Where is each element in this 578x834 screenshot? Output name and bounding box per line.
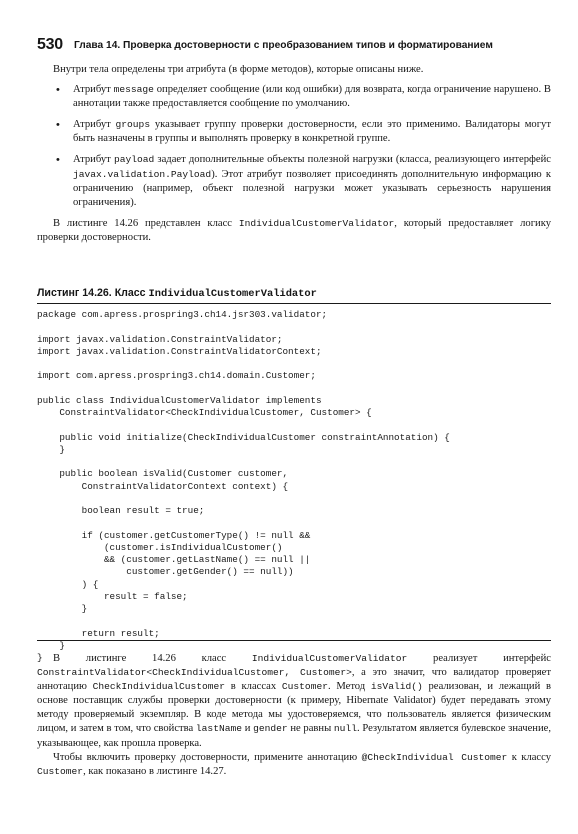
bullet-groups: • Атрибут groups указывает группу проверки достоверности, если это применимо. Валидаторы могут быть назначены в группы и выполнять проверку в конкретной группе. [37, 118, 551, 146]
chapter-title: Глава 14. Проверка достоверности с преобразованием типов и форматированием [74, 40, 493, 51]
listing-intro-paragraph: В листинге 14.26 представлен класс IndividualCustomerValidator, который предоставляет логику проверки достоверности. [37, 217, 551, 243]
bullet-message: • Атрибут message определяет сообщение (или код ошибки) для возврата, когда ограничение нарушено. В аннотации также предоставляется сообщение по умолчанию. [37, 83, 551, 111]
explanation-paragraph: В листинге 14.26 класс IndividualCustomerValidator реализует интерфейс ConstraintValidator<CheckIndividualCustomer, Customer>, а это значит, что валидатор проверяет аннотацию CheckIndividualCustomer в классах Customer. Метод isValid() реализован, и лежащий в основе поставщик службы проверки достоверности (к примеру, Hibernate Validator) будет передавать этому методу проверяемый экземпляр. В коде метода мы удостоверяемся, что пользователь является физическим лицом, и затем в том, что свойства lastName и gender не равны null. Результатом является булевское значение, указывающее, как прошла проверка. [37, 653, 551, 749]
explanation-block [37, 652, 551, 779]
code-message: message [113, 84, 154, 96]
code-payload: payload [113, 154, 155, 166]
code-validator-class: IndividualCustomerValidator [238, 217, 395, 229]
listing-bottom-rule [37, 640, 551, 641]
attribute-list [37, 83, 551, 210]
code-groups: groups [115, 119, 151, 131]
code-payload-interface: javax.validation.Payload [73, 168, 212, 180]
intro-paragraph: Внутри тела определены три атрибута (в форме методов), которые описаны ниже. [53, 64, 424, 75]
page-header [37, 36, 557, 56]
listing-title: Листинг 14.26. Класс IndividualCustomerValidator [37, 287, 317, 300]
closing-paragraph: Чтобы включить проверку достоверности, примените аннотацию @CheckIndividual Customer к классу Customer, как показано в листинге 14.27. [37, 751, 551, 777]
page-number: 530 [37, 36, 63, 53]
bullet-payload: • Атрибут payload задает дополнительные объекты полезной нагрузки (класса, реализующего интерфейс javax.validation.Payload). Этот атрибут позволяет присоединять дополнительную информацию к ограничению (например, объект полезной нагрузки может указывать серьезность нарушения ограничения). [37, 153, 551, 209]
listing-top-rule [37, 303, 551, 304]
intro-block [37, 63, 551, 245]
code-listing: package com.apress.prospring3.ch14.jsr303.validator; import javax.validation.ConstraintValidator; import javax.validation.ConstraintValidatorContext; import com.apress.prospring3.ch14.domain.Customer; public class IndividualCustomerValidator implements ConstraintValidator<CheckIndividualCustomer, Customer> { public void initialize(CheckIndividualCustomer constraintAnnotation) { } public boolean isValid(Customer customer, ConstraintValidatorContext context) { boolean result = true; if (customer.getCustomerType() != null && (customer.isIndividualCustomer() && (customer.getLastName() == null || customer.getGender() == null)) ) { result = false; } return result; } } [37, 309, 450, 663]
